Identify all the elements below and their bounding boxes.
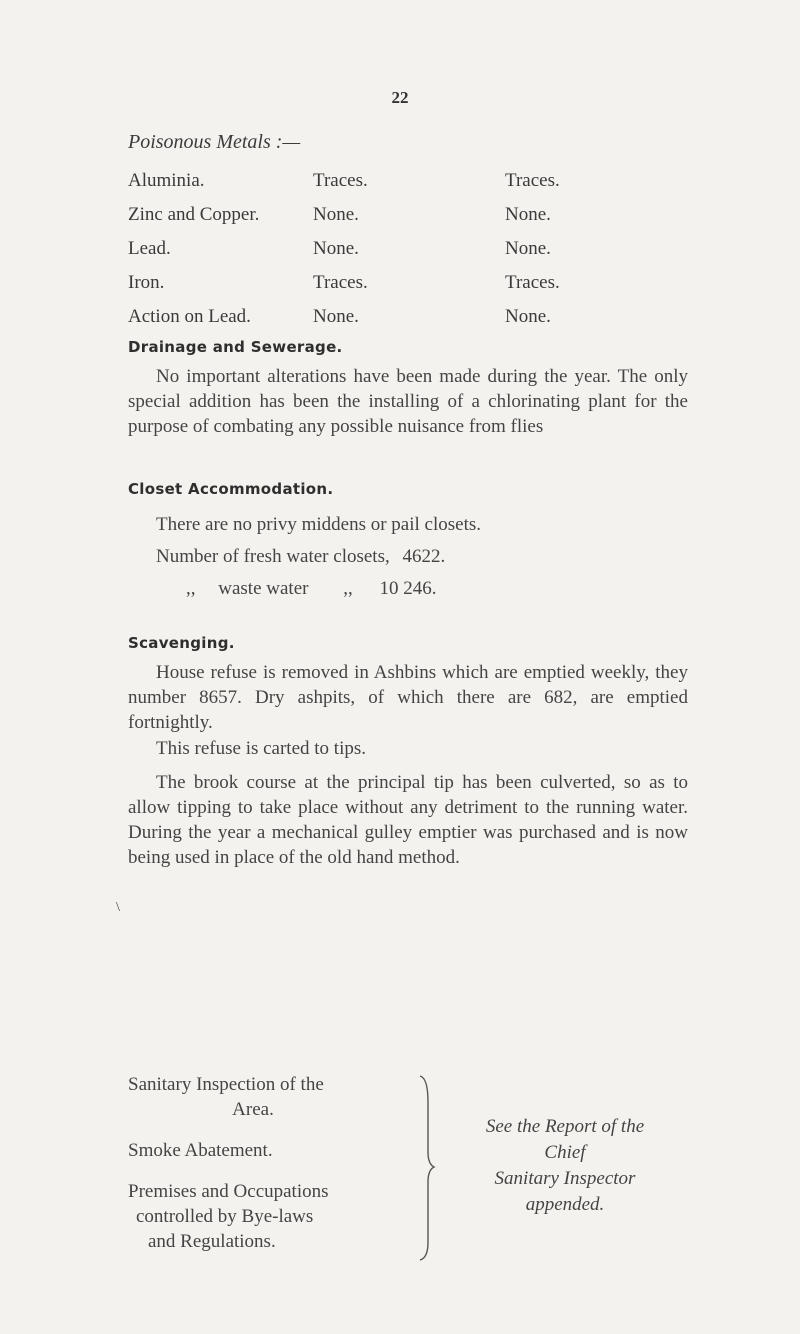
metal-row [128, 306, 688, 340]
inspection-list [128, 1072, 418, 1254]
metal-result-a: None. [313, 306, 359, 327]
poisonous-metals-title: Poisonous Metals :— [128, 131, 301, 153]
metal-result-b: None. [505, 306, 551, 327]
metal-result-b: Traces. [505, 170, 560, 191]
grouping-brace [418, 1072, 438, 1262]
closet-line-waste [156, 578, 436, 600]
metal-result-b: None. [505, 204, 551, 225]
metal-row [128, 170, 688, 204]
inspection-item-line: Premises and Occupations [128, 1181, 329, 1202]
margin-mark: \ [116, 900, 120, 915]
metal-row [128, 272, 688, 306]
metal-name: Lead. [128, 238, 171, 259]
metal-row [128, 204, 688, 238]
scavenging-heading: Scavenging. [128, 634, 235, 652]
closet-heading: Closet Accommodation. [128, 480, 334, 498]
note-line: Chief [544, 1142, 586, 1163]
metal-result-b: None. [505, 238, 551, 259]
metal-name: Action on Lead. [128, 306, 251, 327]
drainage-heading: Drainage and Sewerage. [128, 338, 343, 356]
note-line: appended. [525, 1194, 605, 1215]
metal-name: Aluminia. [128, 170, 205, 191]
metal-result-a: None. [313, 204, 359, 225]
closet-line-fresh [156, 546, 445, 568]
ditto-mark: ,, [343, 578, 353, 599]
inspection-item-line: Area. [232, 1099, 274, 1120]
inspection-item [128, 1138, 418, 1163]
inspection-item-line: Smoke Abatement. [128, 1140, 273, 1161]
note-line: See the Report of the [485, 1116, 645, 1137]
metal-name: Zinc and Copper. [128, 204, 260, 225]
inspection-item [128, 1072, 418, 1122]
inspection-item-line: Sanitary Inspection of the [128, 1074, 324, 1095]
closet-waste-label: waste water [218, 578, 309, 599]
see-report-note [450, 1114, 680, 1218]
metal-result-b: Traces. [505, 272, 560, 293]
metal-row [128, 238, 688, 272]
drainage-paragraph: No important alterations have been made during the year. The only special addition has been the installing of a chlorinating plant for the purpose of combating any possible nuisance from flies [128, 366, 688, 437]
inspection-item [128, 1179, 418, 1254]
metal-result-a: Traces. [313, 170, 368, 191]
metal-result-a: None. [313, 238, 359, 259]
note-line: Sanitary Inspector [494, 1168, 636, 1189]
metal-name: Iron. [128, 272, 165, 293]
scavenging-paragraph-1: House refuse is removed in Ashbins which are emptied weekly, they number 8657. Dry ashpits, of which there are 682, are emptied fortnightly. [128, 662, 688, 733]
metal-result-a: Traces. [313, 272, 368, 293]
inspection-item-line: and Regulations. [148, 1231, 276, 1252]
closet-fresh-value: 4622. [402, 546, 446, 567]
scavenging-paragraph-3: The brook course at the principal tip has been culverted, so as to allow tipping to take place without any detriment to the running water. During the year a mechanical gulley emptier was purchased and is now being used in place of the old hand method. [128, 772, 688, 868]
closet-line-privy: There are no privy middens or pail closets. [156, 514, 482, 535]
scavenging-paragraph-2: This refuse is carted to tips. [156, 738, 367, 759]
ditto-mark: ,, [186, 578, 196, 599]
page-number: 22 [391, 88, 409, 107]
closet-fresh-label: Number of fresh water closets, [156, 546, 390, 567]
closet-waste-value: 10 246. [379, 578, 437, 599]
poisonous-metals-table [128, 170, 688, 340]
inspection-item-line: controlled by Bye-laws [136, 1206, 314, 1227]
